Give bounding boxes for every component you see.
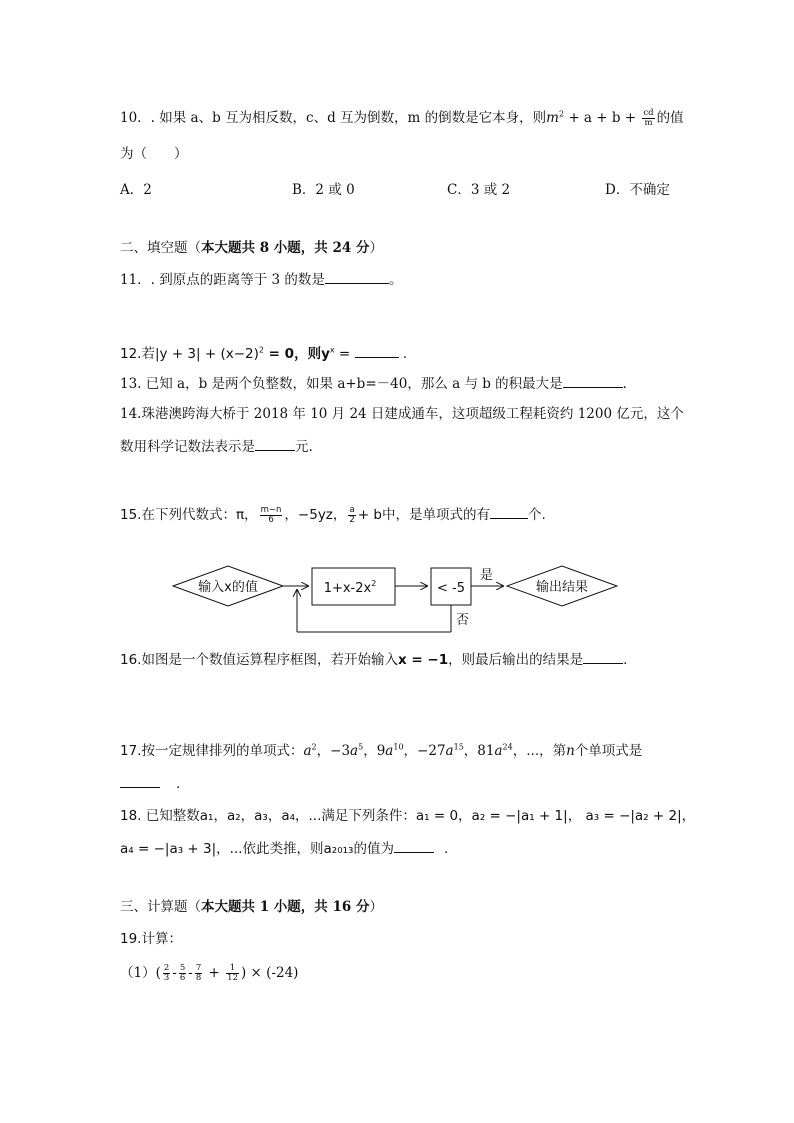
- q12-answer-blank[interactable]: [355, 343, 399, 358]
- q19-fraction-2: [179, 964, 186, 983]
- q17-term-5-var: a: [494, 743, 503, 759]
- q10-fraction: [642, 109, 654, 128]
- question-14-line2: [120, 436, 313, 457]
- q16-answer-blank[interactable]: [583, 649, 623, 664]
- q15-end: 个.: [528, 507, 546, 523]
- q15-mono: ，−5yz，: [284, 507, 347, 523]
- q15-f2-den: 2: [349, 514, 355, 525]
- q10-m: m: [546, 110, 559, 126]
- q12-end: .: [398, 346, 408, 362]
- q10-tail: 的值: [656, 110, 684, 126]
- q15-pi: π，: [235, 507, 258, 523]
- q18-suffix: .: [443, 841, 449, 857]
- q19-f3-den: 8: [195, 973, 202, 983]
- q14-suffix: 元.: [295, 439, 313, 455]
- question-19-part-1: （1）( $\frac{2}{3}$ - $\frac{5}{6}$ - $\frac{7}{8}$ + $\frac{1}{12}$ ) × (-24): [120, 963, 299, 983]
- q17-term-4-var: a: [445, 743, 454, 759]
- q17-term-2-var: a: [350, 743, 359, 759]
- section-2-heading: [120, 238, 383, 258]
- question-17-line2: [120, 773, 180, 794]
- q15-fraction-2: [348, 506, 355, 525]
- q19-tail: ) × (-24): [241, 965, 299, 981]
- q11-text: 11．. 到原点的距离等于 3 的数是: [120, 272, 325, 288]
- q15-fraction-1: [260, 506, 283, 525]
- question-18-line2: [120, 838, 448, 859]
- q17-suffix2: 个单项式是: [574, 743, 643, 759]
- condition-label: < -5: [437, 581, 465, 596]
- program-flowchart: [170, 565, 630, 643]
- q19-f4-den: 12: [227, 973, 238, 983]
- q17-term-2-exp: 5: [358, 742, 364, 752]
- q13-text: 13. 已知 a，b 是两个负整数，如果 a+b=－40，那么 a 与 b 的积最大是: [120, 376, 563, 392]
- q13-answer-blank[interactable]: [563, 373, 623, 388]
- section3-prefix: 三、计算题（: [120, 899, 201, 915]
- q17-term-4-exp: 15: [453, 742, 464, 752]
- q16-end: .: [623, 652, 628, 668]
- q17-terms: [303, 743, 512, 759]
- q16-expr: x = −1: [397, 652, 449, 668]
- q19-fraction-3: [195, 964, 202, 983]
- q12-exp: 2: [258, 345, 264, 355]
- q19-f3-num: 7: [195, 963, 202, 973]
- q19-f1-den: 3: [163, 973, 170, 983]
- q10-option-a: A．2: [120, 182, 152, 198]
- q12-exp2: x: [329, 345, 335, 355]
- q18-prefix: a₄ = −|a₃ + 3|，...依此类推，则a₂₀₁₃的值为: [120, 841, 394, 857]
- q10-option-d: D．不确定: [605, 182, 670, 198]
- q10-stem: 10．. 如果 a、b 互为相反数，c、d 互为倒数，m 的倒数是它本身，则: [120, 110, 547, 126]
- section3-suffix: ）: [369, 899, 383, 915]
- question-16: [120, 649, 627, 670]
- question-17-line1: [120, 741, 642, 761]
- section2-suffix: ）: [369, 240, 383, 256]
- q13-end: .: [622, 376, 627, 392]
- q19-fraction-4: [226, 964, 239, 983]
- q17-n: n: [566, 743, 575, 759]
- q10-exp: 2: [558, 109, 565, 119]
- q15-f2-num: a: [349, 504, 355, 515]
- q19-f2-num: 5: [179, 963, 186, 973]
- section2-prefix: 二、填空题（: [120, 240, 201, 256]
- question-12: [120, 343, 407, 364]
- q17-prefix: 17.按一定规律排列的单项式：: [120, 743, 304, 759]
- q15-answer-blank[interactable]: [490, 504, 528, 519]
- q19-f4-num: 1: [226, 964, 239, 974]
- q17-answer-blank[interactable]: [120, 773, 160, 788]
- question-18-line1: 18. 已知整数a₁，a₂，a₃，a₄，...满足下列条件：a₁ = 0，a₂ = −|a₁ + 1|， a₃ = −|a₂ + 2|，: [120, 808, 696, 824]
- q17-suffix: ，...，第: [512, 743, 567, 759]
- question-19-title: 19.计算：: [120, 931, 182, 947]
- q11-answer-blank[interactable]: [325, 269, 389, 284]
- q16-mid: ，则最后输出的结果是: [448, 652, 584, 668]
- q12-prefix: 12.若: [120, 346, 155, 362]
- question-10-line2: 为（ ）: [120, 146, 188, 162]
- q12-expr: |y + 3| + (x−2): [154, 346, 259, 362]
- q17-term-5-exp: 24: [502, 742, 513, 752]
- q10-frac-den: m: [644, 118, 653, 128]
- q12-mid: =: [334, 346, 355, 362]
- input-label: 输入x的值: [198, 580, 258, 595]
- q10-option-b: B．2 或 0: [292, 182, 355, 198]
- q17-term-3-exp: 10: [393, 742, 404, 752]
- q19-label: （1）: [120, 965, 156, 981]
- section2-bold: 本大题共 8 小题，共 24 分: [201, 240, 370, 256]
- question-11: [120, 269, 402, 290]
- q17-term-1-var: a: [303, 743, 312, 759]
- q17-end: .: [176, 776, 181, 792]
- output-label: 输出结果: [535, 580, 589, 595]
- section-3-heading: [120, 897, 383, 917]
- q12-eq: = 0，则y: [263, 346, 330, 362]
- q10-frac-num: cd: [643, 108, 654, 118]
- q10-expr-mid: + a + b +: [564, 110, 641, 126]
- process-text: 1+x-2x: [323, 581, 372, 596]
- q19-f1-num: 2: [163, 963, 170, 973]
- q15-f1-num: m−n: [260, 504, 282, 515]
- process-exp: 2: [371, 579, 377, 588]
- process-label: [324, 579, 377, 596]
- q15-f1-den: 6: [268, 514, 274, 525]
- q15-tail: + b中，是单项式的有: [357, 507, 490, 523]
- q16-prefix: 16.如图是一个数值运算程序框图，若开始输入: [120, 652, 398, 668]
- section3-bold: 本大题共 1 小题，共 16 分: [201, 899, 370, 915]
- q15-prefix: 15.在下列代数式：: [120, 507, 236, 523]
- question-10-line1: [120, 108, 684, 128]
- question-14-line1: 14.珠港澳跨海大桥于 2018 年 10 月 24 日建成通车，这项超级工程耗资约 1200 亿元，这个: [120, 406, 684, 422]
- question-15: [120, 504, 546, 525]
- q17-term-1-exp: 2: [311, 742, 317, 752]
- q17-term-2-coef: ，−3: [316, 743, 351, 759]
- yes-label: 是: [480, 568, 494, 583]
- q19-fraction-1: [163, 964, 170, 983]
- q17-term-4-coef: ，−27: [403, 743, 446, 759]
- q14-answer-blank[interactable]: [255, 436, 295, 451]
- q11-end: 。: [388, 272, 403, 288]
- q19-f2-den: 6: [179, 973, 186, 983]
- q17-term-5-coef: ，81: [463, 743, 495, 759]
- no-label: 否: [456, 613, 470, 628]
- question-13: [120, 373, 627, 394]
- q17-term-3-var: a: [385, 743, 394, 759]
- q17-term-3-coef: ，9: [363, 743, 386, 759]
- q18-answer-blank[interactable]: [394, 838, 434, 853]
- q14-prefix: 数用科学记数法表示是: [120, 439, 255, 455]
- q10-option-c: C．3 或 2: [447, 182, 511, 198]
